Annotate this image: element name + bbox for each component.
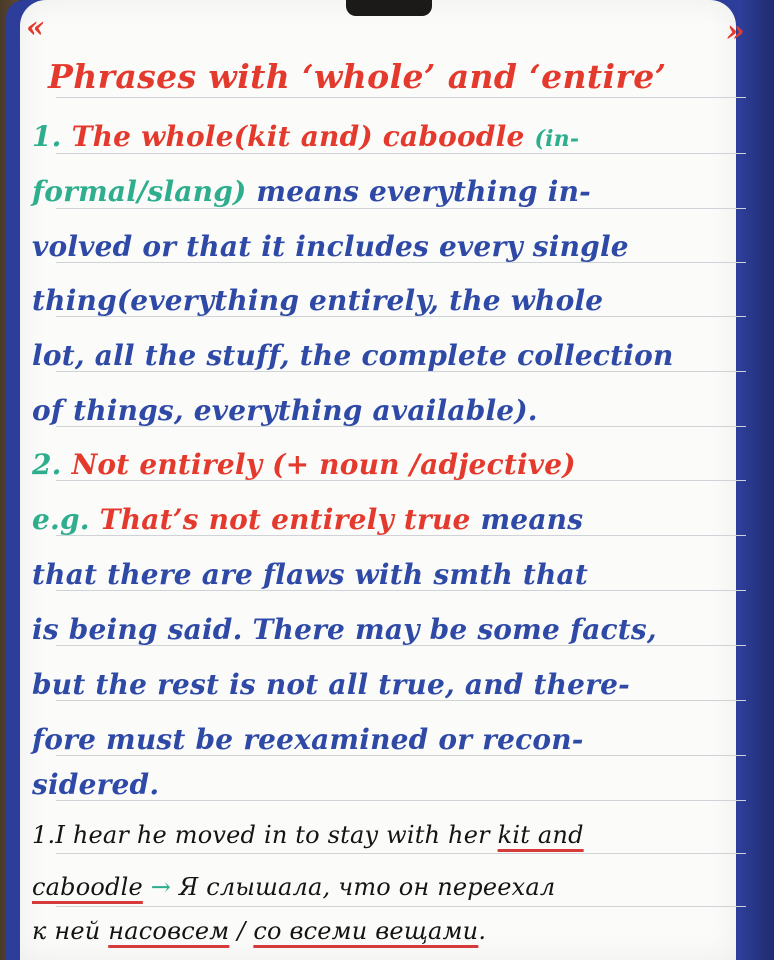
page-title: Phrases with ‘whole’ and ‘entire’ (48, 57, 667, 96)
example-slash: / (229, 917, 254, 945)
item1-line1 (32, 118, 738, 158)
example-caboodle: caboodle (32, 873, 143, 901)
example-kit-and: kit and (497, 821, 584, 849)
quote-close: » (726, 14, 745, 49)
item2-number: 2. (32, 448, 62, 481)
item2-line2 (32, 501, 738, 539)
example-translation-1: Я слышала, что он переехал (178, 873, 556, 901)
item1-note-a: (in- (534, 126, 580, 152)
item2-line3: that there are flaws with smth that (32, 558, 589, 591)
item1-number: 1. (32, 120, 62, 153)
item2-line2-text: means (480, 503, 584, 536)
item2-example: That’s not entirely true (99, 503, 471, 536)
example-number: 1. (32, 821, 56, 849)
item1-line3: volved or that it includes every single (32, 230, 629, 263)
item2-note: (+ noun /adjective) (272, 448, 576, 481)
quote-open: « (26, 10, 45, 45)
example-line1 (32, 816, 738, 854)
example-line3 (32, 912, 738, 950)
board-clip (346, 0, 432, 16)
item1-line6: of things, everything available). (32, 394, 538, 427)
item1-note-b: formal/slang) (32, 175, 247, 208)
example-nasovsem: насовсем (108, 917, 230, 945)
example-line1-text: I hear he moved in to stay with her (55, 821, 498, 849)
example-period: . (478, 917, 487, 945)
item2-line5: but the rest is not all true, and there- (32, 668, 630, 701)
item2-line7: sidered. (32, 768, 160, 801)
item2-phrase: Not entirely (71, 448, 263, 481)
item1-phrase: The whole(kit and) caboodle (71, 120, 525, 153)
item1-line2 (32, 173, 738, 211)
example-translation-2: к ней (32, 917, 109, 945)
item1-line2-text: means everything in- (256, 175, 591, 208)
example-so-vsemi-veshchami: со всеми вещами (253, 917, 479, 945)
rule-line (56, 906, 746, 907)
item1-line5: lot, all the stuff, the complete collection (32, 339, 674, 372)
arrow-icon: → (142, 873, 179, 901)
rule-line (56, 97, 746, 98)
item2-line6: fore must be reexamined or recon- (32, 723, 584, 756)
item1-line4: thing(everything entirely, the whole (32, 284, 604, 317)
item2-line1 (32, 446, 738, 484)
item2-line4: is being said. There may be some facts, (32, 613, 657, 646)
item2-eg: e.g. (32, 503, 90, 536)
example-line2 (32, 868, 738, 906)
